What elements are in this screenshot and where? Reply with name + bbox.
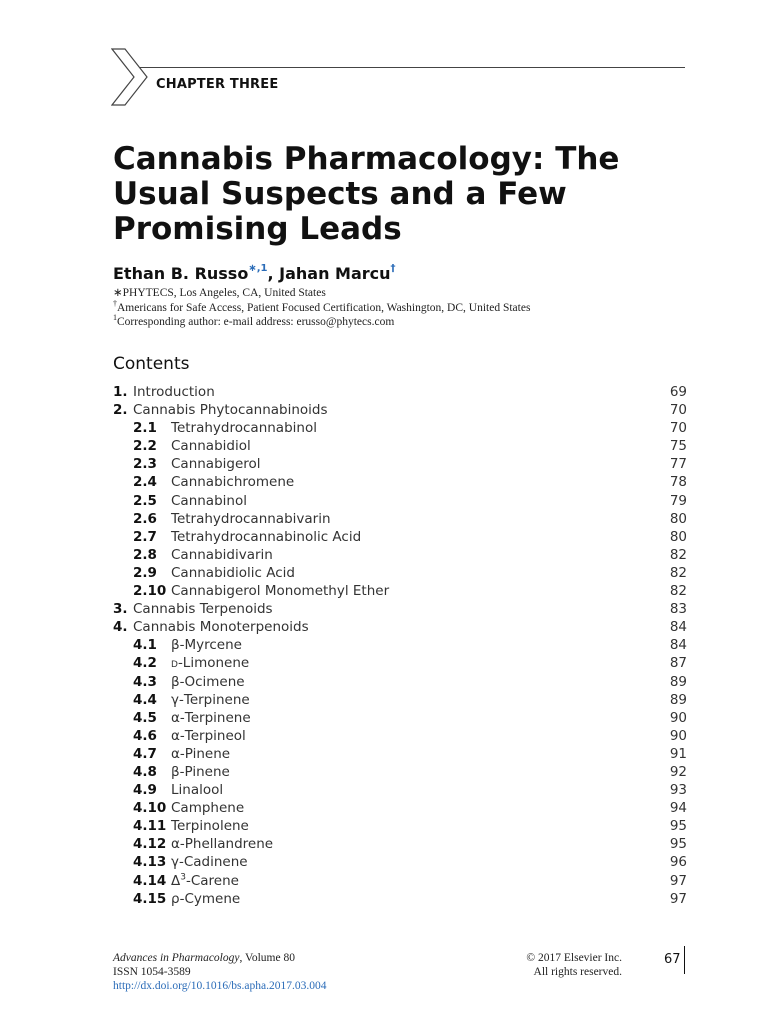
toc-entry-title: Introduction xyxy=(133,384,215,400)
toc-entry-number: 3. xyxy=(113,601,128,618)
toc-entry-page: 69 xyxy=(669,384,687,400)
toc-entry-page: 93 xyxy=(669,782,687,799)
toc-entry-number: 2. xyxy=(113,402,128,419)
toc-entry[interactable] xyxy=(113,600,687,618)
toc-entry-title: Linalool xyxy=(171,782,224,799)
toc-entry-title: β-Pinene xyxy=(171,763,230,780)
toc-entry-number: 4.2 xyxy=(133,655,157,672)
toc-entry-title: γ-Terpinene xyxy=(171,691,250,708)
author-line xyxy=(113,264,396,283)
toc-entry[interactable] xyxy=(113,835,687,853)
toc-entry-page: 70 xyxy=(669,420,687,437)
toc-entry-page: 96 xyxy=(669,854,687,871)
toc-entry-title: Cannabichromene xyxy=(171,474,295,491)
rights-text: All rights reserved. xyxy=(533,966,622,978)
affiliation xyxy=(113,313,394,328)
toc-entry-number: 2.1 xyxy=(133,420,157,437)
affiliation xyxy=(113,299,530,314)
toc-entry-page: 84 xyxy=(669,637,687,654)
author-footnote-marker[interactable]: ∗,1 xyxy=(248,262,268,274)
toc-entry[interactable] xyxy=(113,401,687,419)
toc-entry-page: 70 xyxy=(669,402,687,419)
toc-entry-title: Tetrahydrocannabinol xyxy=(171,420,317,437)
toc-entry-number: 4.5 xyxy=(133,709,157,726)
issn: ISSN 1054-3589 xyxy=(113,966,191,978)
toc-entry-number: 4.8 xyxy=(133,763,157,780)
toc-entry[interactable] xyxy=(113,455,687,473)
toc-entry-title: α-Phellandrene xyxy=(171,836,274,853)
toc-entry-page: 90 xyxy=(669,727,687,744)
toc-entry-number: 2.2 xyxy=(133,438,157,455)
toc-entry[interactable] xyxy=(113,582,687,600)
toc-entry[interactable] xyxy=(113,510,687,528)
toc-entry-title: Cannabidiol xyxy=(171,438,251,455)
toc-entry-number: 4. xyxy=(113,619,128,636)
chapter-label: CHAPTER THREE xyxy=(156,77,279,92)
chapter-chevron-icon xyxy=(111,48,151,110)
toc-entry[interactable] xyxy=(113,654,687,672)
toc-entry-page: 80 xyxy=(669,528,687,545)
toc-entry-number: 4.9 xyxy=(133,782,157,799)
chapter-title: Cannabis Pharmacology: The Usual Suspects and a Few Promising Leads xyxy=(113,141,620,247)
toc-entry-page: 95 xyxy=(669,836,687,853)
toc-entry-number: 4.13 xyxy=(133,854,167,871)
author-name: Jahan Marcu xyxy=(279,264,391,283)
journal-volume: , Volume 80 xyxy=(239,952,295,964)
toc-entry[interactable] xyxy=(113,618,687,636)
toc-entry-title: $\Delta^3$-Carene xyxy=(171,872,239,889)
toc-entry[interactable] xyxy=(113,383,687,401)
toc-entry[interactable] xyxy=(113,745,687,763)
toc-entry-number: 4.3 xyxy=(133,673,157,690)
toc-entry-title: α-Terpineol xyxy=(171,727,246,744)
toc-entry-page: 90 xyxy=(669,709,687,726)
toc-entry[interactable] xyxy=(113,799,687,817)
toc-entry-page: 89 xyxy=(669,673,687,690)
copyright-text: © 2017 Elsevier Inc. xyxy=(526,952,622,964)
toc-entry[interactable] xyxy=(113,727,687,745)
toc-entry-number: 1. xyxy=(113,384,128,400)
toc-entry[interactable] xyxy=(113,419,687,437)
journal-name: Advances in Pharmacology xyxy=(113,952,240,964)
toc-entry[interactable] xyxy=(113,872,687,890)
toc-entry-title: Cannabigerol Monomethyl Ether xyxy=(171,583,390,600)
toc-entry-number: 2.5 xyxy=(133,492,157,509)
affiliation-marker: † xyxy=(113,299,117,308)
toc-entry-number: 2.8 xyxy=(133,546,157,563)
author-footnote-marker[interactable]: † xyxy=(390,262,396,274)
toc-entry-number: 4.11 xyxy=(133,818,167,835)
toc-entry-page: 75 xyxy=(669,438,687,455)
toc-entry[interactable] xyxy=(113,437,687,455)
toc-entry-page: 82 xyxy=(669,546,687,563)
footer-citation xyxy=(113,951,327,993)
toc-entry-number: 2.6 xyxy=(133,510,157,527)
toc-entry-page: 94 xyxy=(669,800,687,817)
affiliation-marker: ∗ xyxy=(113,287,123,299)
toc-entry-page: 92 xyxy=(669,763,687,780)
toc-entry-page: 82 xyxy=(669,564,687,581)
toc-entry-title: ρ-Cymene xyxy=(171,890,241,907)
toc-entry-number: 2.7 xyxy=(133,528,157,545)
toc-entry-title: Cannabinol xyxy=(171,492,247,509)
toc-entry[interactable] xyxy=(113,691,687,709)
toc-entry[interactable] xyxy=(113,890,687,908)
toc-entry-title: Tetrahydrocannabivarin xyxy=(171,510,331,527)
toc-entry[interactable] xyxy=(113,781,687,799)
toc-entry[interactable] xyxy=(113,473,687,491)
toc-entry[interactable] xyxy=(113,709,687,727)
toc-entry-page: 95 xyxy=(669,818,687,835)
footer-copyright xyxy=(526,951,622,979)
toc-entry[interactable] xyxy=(113,564,687,582)
toc-entry-title: α-Terpinene xyxy=(171,709,251,726)
toc-entry-number: 4.14 xyxy=(133,872,167,889)
toc-entry[interactable] xyxy=(113,546,687,564)
affiliation-text: PHYTECS, Los Angeles, CA, United States xyxy=(122,287,326,299)
toc-entry-page: 80 xyxy=(669,510,687,527)
affiliation-text: Americans for Safe Access, Patient Focused Certification, Washington, DC, United States xyxy=(117,301,531,314)
toc-entry-title: Camphene xyxy=(171,800,245,817)
author-separator: , xyxy=(267,264,280,283)
toc-entry-title: β-Myrcene xyxy=(171,637,242,654)
toc-entry-number: 2.10 xyxy=(133,583,167,600)
toc-entry[interactable] xyxy=(113,636,687,654)
toc-entry-page: 82 xyxy=(669,583,687,600)
toc-entry-number: 2.3 xyxy=(133,456,157,473)
toc-entry-page: 83 xyxy=(669,601,687,618)
toc-entry[interactable] xyxy=(113,853,687,871)
page-number: 67 xyxy=(664,952,681,967)
toc-entry-number: 2.9 xyxy=(133,564,157,581)
toc-entry-number: 4.4 xyxy=(133,691,157,708)
toc-entry-page: 97 xyxy=(669,890,687,907)
toc-entry-title: Cannabidivarin xyxy=(171,546,273,563)
toc-entry-title: Tetrahydrocannabinolic Acid xyxy=(171,528,362,545)
toc-entry-title: D-Limonene xyxy=(171,655,250,672)
toc-entry-page: 77 xyxy=(669,456,687,473)
toc-entry[interactable] xyxy=(113,817,687,835)
toc-entry-page: 97 xyxy=(669,872,687,889)
toc-entry-page: 89 xyxy=(669,691,687,708)
toc-entry-title: α-Pinene xyxy=(171,745,231,762)
toc-entry[interactable] xyxy=(113,492,687,510)
toc-entry-page: 78 xyxy=(669,474,687,491)
doi-link[interactable]: http://dx.doi.org/10.1016/bs.apha.2017.03.004 xyxy=(113,980,327,992)
contents-heading: Contents xyxy=(113,354,190,374)
toc-entry-title: Cannabis Terpenoids xyxy=(133,601,273,618)
toc-entry-number: 4.1 xyxy=(133,637,157,654)
toc-entry-page: 84 xyxy=(669,619,687,636)
toc-entry[interactable] xyxy=(113,763,687,781)
toc-entry-title: γ-Cadinene xyxy=(171,854,248,871)
table-of-contents xyxy=(113,383,687,908)
toc-entry-number: 2.4 xyxy=(133,474,157,491)
toc-entry-number: 4.15 xyxy=(133,890,167,907)
toc-entry-number: 4.12 xyxy=(133,836,167,853)
toc-entry-title: Cannabidiolic Acid xyxy=(171,564,295,581)
toc-entry[interactable] xyxy=(113,528,687,546)
affiliation-text: Corresponding author: e-mail address: erusso@phytecs.com xyxy=(117,315,395,328)
page-number-rule xyxy=(684,946,685,974)
toc-entry-title: Cannabis Monoterpenoids xyxy=(133,619,309,636)
toc-entry-number: 4.10 xyxy=(133,800,167,817)
chapter-rule xyxy=(140,67,685,68)
toc-entry[interactable] xyxy=(113,673,687,691)
affiliation xyxy=(113,285,326,299)
toc-entry-page: 79 xyxy=(669,492,687,509)
toc-entry-page: 91 xyxy=(669,745,687,762)
toc-entry-title: Terpinolene xyxy=(171,818,249,835)
toc-entry-title: Cannabigerol xyxy=(171,456,261,473)
toc-entry-number: 4.6 xyxy=(133,727,157,744)
toc-entry-title: Cannabis Phytocannabinoids xyxy=(133,402,328,419)
toc-entry-page: 87 xyxy=(669,655,687,672)
toc-entry-title: β-Ocimene xyxy=(171,673,245,690)
affiliation-marker: 1 xyxy=(113,313,117,322)
author-name: Ethan B. Russo xyxy=(113,264,249,283)
toc-entry-number: 4.7 xyxy=(133,745,157,762)
